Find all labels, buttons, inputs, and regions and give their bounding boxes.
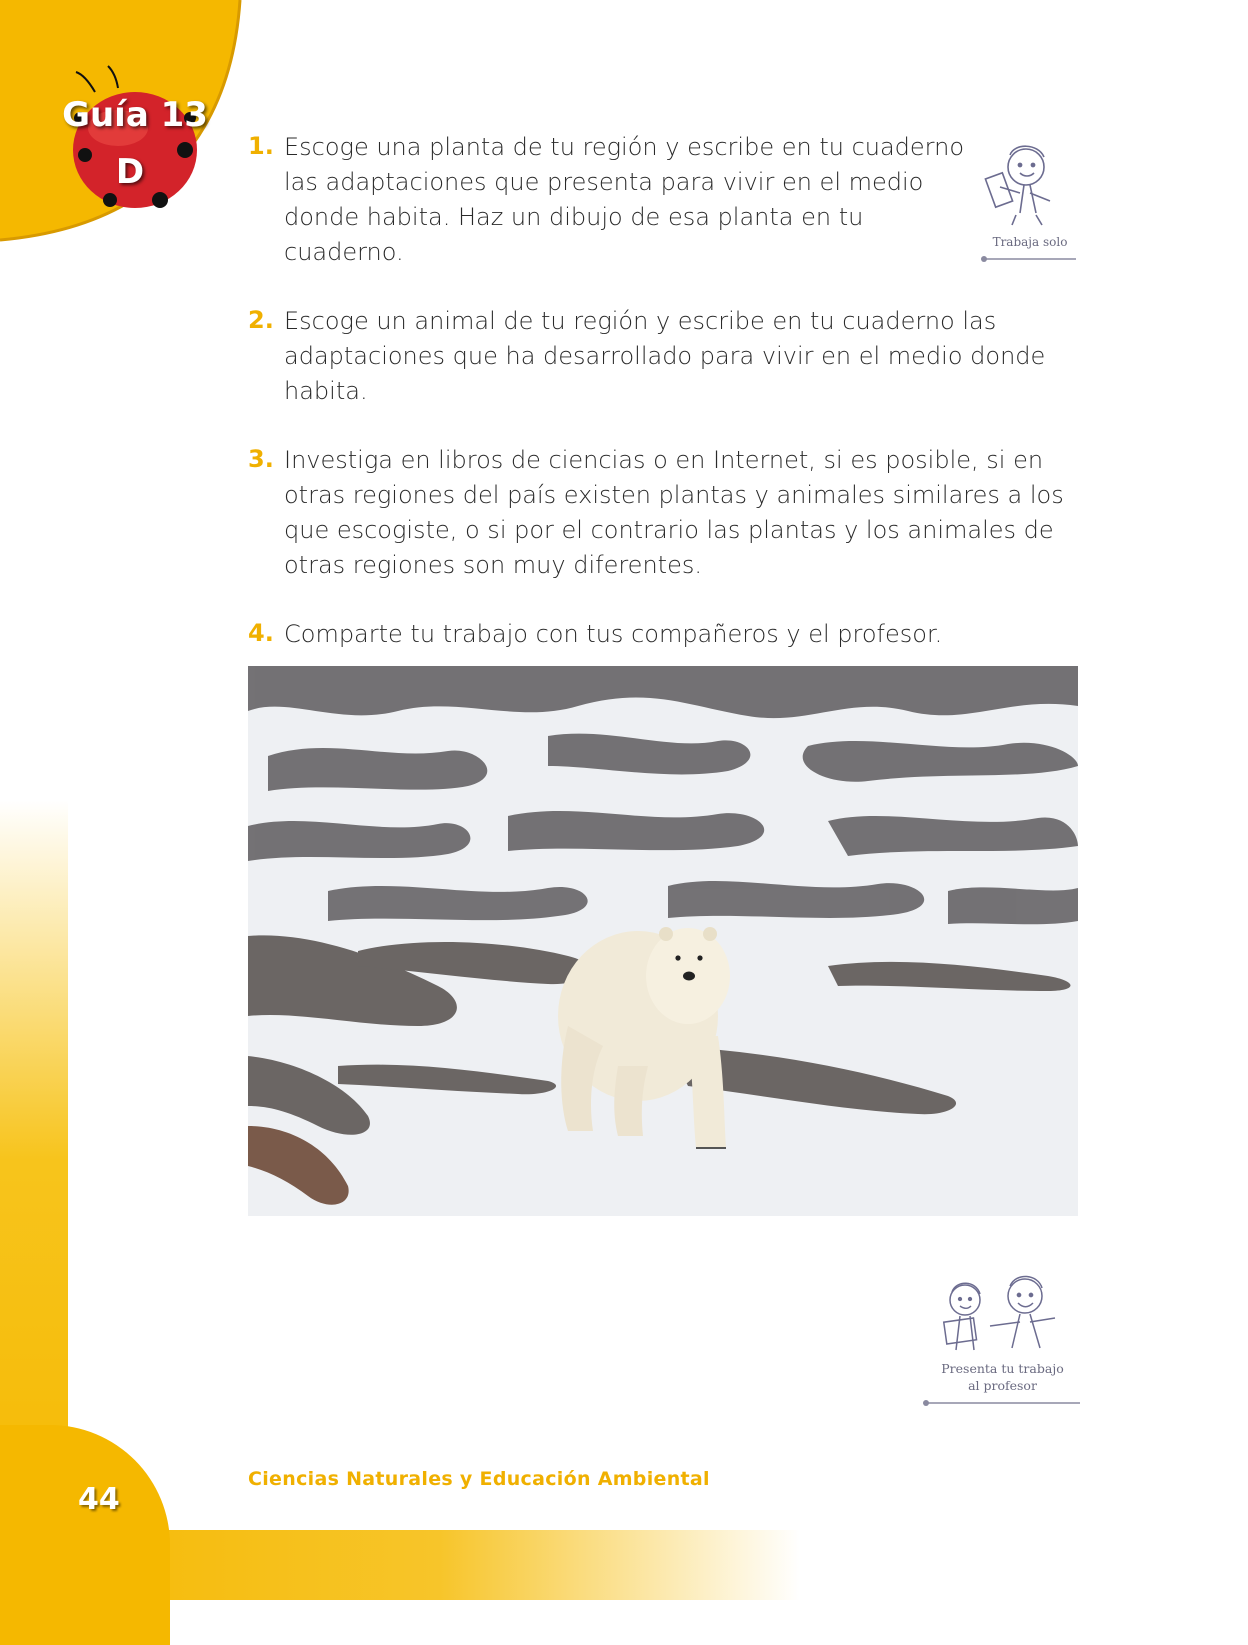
item-number: 3. xyxy=(248,445,274,473)
present-teacher-caption xyxy=(920,1360,1085,1394)
page-number: 44 xyxy=(78,1482,120,1517)
list-item xyxy=(248,130,984,270)
item-text: Escoge un animal de tu región y escribe en tu cuaderno las adaptaciones que ha desarrollado para vivir en el medio donde habita. xyxy=(284,307,1046,405)
item-text: Comparte tu trabajo con tus compañeros y el profesor. xyxy=(284,620,943,648)
footer-subject-title: Ciencias Naturales y Educación Ambiental xyxy=(248,1468,710,1490)
present-caption-line1: Presenta tu trabajo xyxy=(941,1361,1064,1376)
item-number: 1. xyxy=(248,132,274,160)
list-item xyxy=(248,304,1054,409)
guide-letter: D xyxy=(115,152,145,192)
list-item xyxy=(248,443,1084,583)
work-alone-caption: Trabaja solo xyxy=(992,235,1068,249)
activity-list xyxy=(248,130,1078,686)
present-teacher-sticker xyxy=(920,1270,1085,1410)
item-number: 4. xyxy=(248,619,274,647)
item-text: Escoge una planta de tu región y escribe en tu cuaderno las adaptaciones que presenta para vivir en el medio donde habita. Haz un dibujo de esa planta en tu cuaderno. xyxy=(284,133,965,266)
page-number-tab xyxy=(0,1425,170,1645)
present-caption-line2: al profesor xyxy=(968,1378,1037,1393)
sticker-underline xyxy=(980,253,1080,265)
list-item xyxy=(248,617,1084,652)
item-number: 2. xyxy=(248,306,274,334)
item-text: Investiga en libros de ciencias o en Internet, si es posible, si en otras regiones del país existen plantas y animales similares a los que escogiste, o si por el contrario las plantas y los animales de otras regiones son muy diferentes. xyxy=(284,446,1064,579)
work-alone-sticker xyxy=(980,135,1080,270)
child-writing-icon xyxy=(980,135,1080,235)
children-presenting-icon xyxy=(920,1270,1085,1360)
polar-bear-photo xyxy=(248,666,1078,1216)
guide-label: Guía 13 xyxy=(62,95,208,135)
sticker-underline xyxy=(920,1397,1085,1409)
